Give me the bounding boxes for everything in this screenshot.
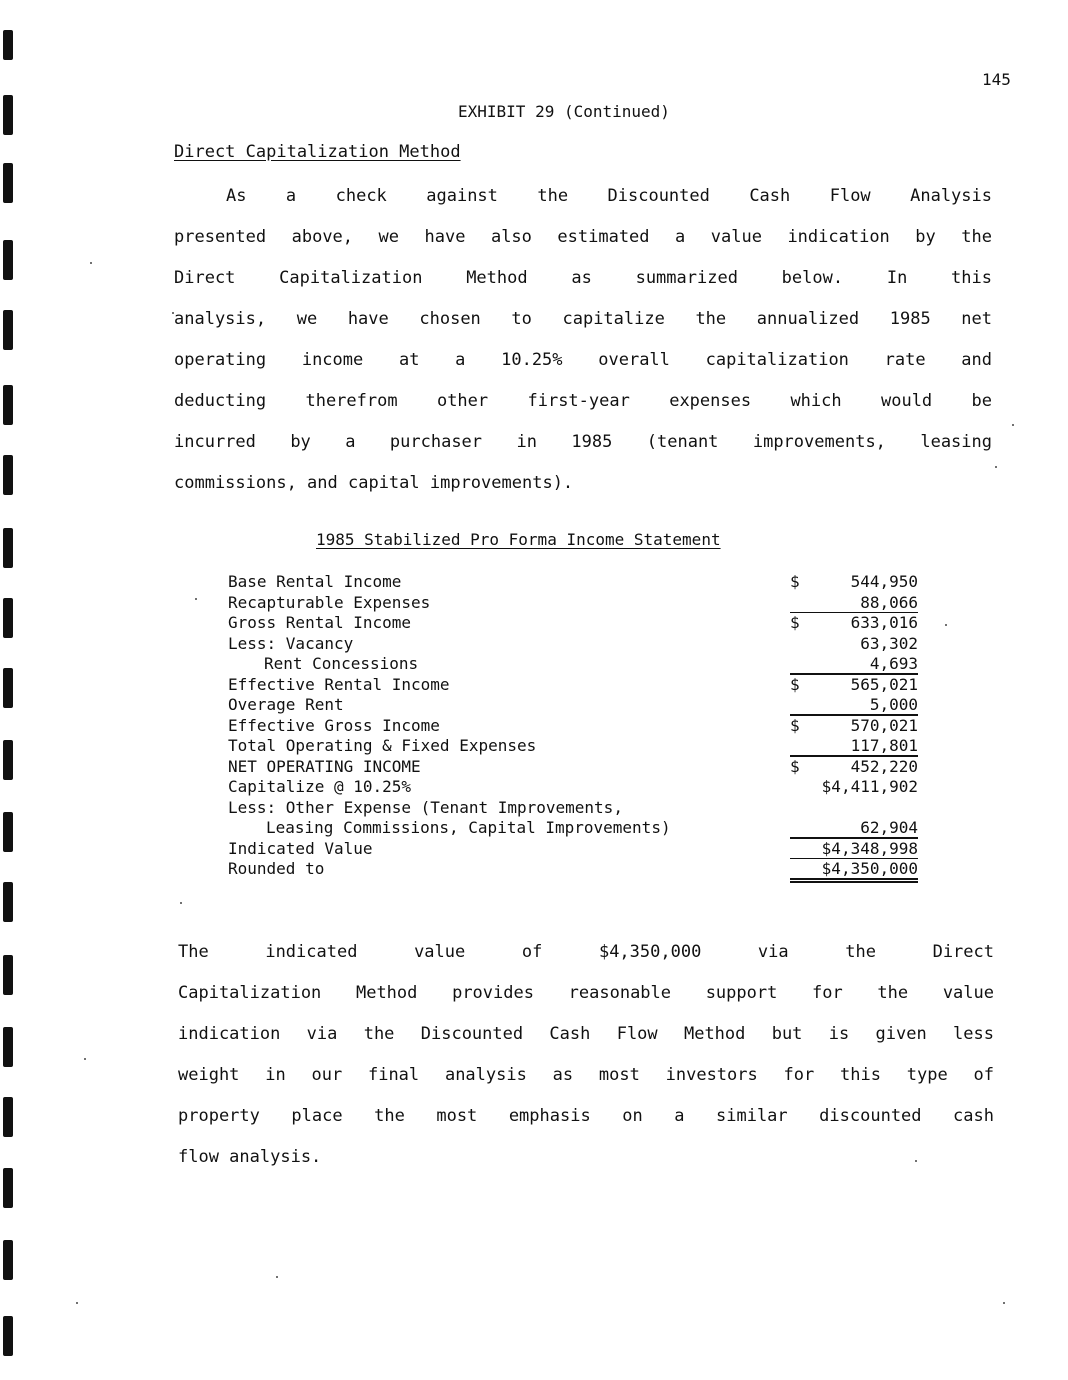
binding-mark — [3, 310, 13, 350]
binding-mark — [3, 163, 13, 203]
row-value: 544,950 — [850, 572, 918, 591]
statement-row — [228, 716, 918, 737]
binding-mark — [3, 240, 13, 280]
paragraph-line: flow analysis. — [178, 1147, 322, 1167]
binding-mark — [3, 30, 13, 60]
scan-speck — [84, 1058, 86, 1060]
double-total-rule — [790, 881, 918, 883]
page-number: 145 — [982, 70, 1011, 89]
row-value: 63,302 — [860, 633, 918, 653]
binding-mark — [3, 455, 13, 495]
scan-speck — [76, 1302, 78, 1304]
paragraph-line: operating income at a 10.25% overall capitalization rate and — [174, 350, 992, 370]
binding-mark — [3, 1027, 13, 1067]
row-label: Overage Rent — [228, 695, 344, 714]
statement-row — [228, 613, 918, 634]
dollar-sign: $ — [790, 715, 800, 735]
binding-mark — [3, 882, 13, 922]
scan-speck — [995, 466, 997, 468]
statement-row — [228, 593, 918, 614]
row-label: NET OPERATING INCOME — [228, 756, 421, 776]
exhibit-title: EXHIBIT 29 (Continued) — [458, 102, 670, 121]
row-label: Capitalize @ 10.25% — [228, 777, 412, 796]
row-value: 565,021 — [850, 674, 918, 694]
dollar-sign: $ — [790, 674, 800, 694]
row-label: Less: Vacancy — [228, 633, 354, 653]
row-value: 633,016 — [850, 613, 918, 632]
row-value: 88,066 — [860, 592, 918, 612]
paragraph-line: As a check against the Discounted Cash Flow Analysis — [226, 186, 992, 206]
statement-row — [228, 818, 918, 839]
paragraph-line: Capitalization Method provides reasonable support for the value — [178, 983, 994, 1003]
binding-mark — [3, 955, 13, 995]
statement-title: 1985 Stabilized Pro Forma Income Statement — [316, 530, 721, 549]
statement-row — [228, 777, 918, 798]
scan-speck — [90, 262, 92, 264]
row-label: Base Rental Income — [228, 572, 402, 591]
row-label: Total Operating & Fixed Expenses — [228, 736, 537, 755]
statement-row — [228, 572, 918, 593]
dollar-sign: $ — [790, 613, 800, 632]
income-statement-table — [228, 572, 918, 880]
row-value: $4,411,902 — [821, 777, 918, 796]
paragraph-line: deducting therefrom other first-year expenses which would be — [174, 391, 992, 411]
binding-mark — [3, 385, 13, 425]
total-rule — [790, 878, 918, 880]
binding-mark — [3, 598, 13, 638]
statement-row — [228, 798, 918, 819]
row-value: 62,904 — [860, 818, 918, 837]
statement-row — [228, 859, 918, 880]
statement-row — [228, 675, 918, 696]
binding-mark — [3, 1097, 13, 1137]
scan-speck — [1003, 1302, 1005, 1304]
row-value: 4,693 — [869, 654, 918, 673]
conclusion-paragraph — [178, 932, 994, 1178]
row-label: Leasing Commissions, Capital Improvements) — [266, 818, 671, 837]
scan-speck — [915, 1160, 917, 1162]
row-value: 452,220 — [850, 756, 918, 776]
scan-speck — [195, 598, 197, 600]
paragraph-line: presented above, we have also estimated a value indication by the — [174, 227, 992, 247]
binding-mark — [3, 95, 13, 135]
paragraph-line: The indicated value of $4,350,000 via the Direct — [178, 942, 994, 962]
statement-row — [228, 634, 918, 655]
dollar-sign: $ — [790, 572, 800, 591]
statement-row — [228, 695, 918, 716]
binding-mark — [3, 668, 13, 708]
row-label: Effective Rental Income — [228, 674, 450, 694]
binding-hole-marks — [0, 0, 20, 1380]
row-value: $4,350,000 — [821, 859, 918, 878]
paragraph-line: Direct Capitalization Method as summarized below. In this — [174, 268, 992, 288]
binding-mark — [3, 528, 13, 568]
row-label: Indicated Value — [228, 838, 373, 858]
statement-row — [228, 757, 918, 778]
row-value: 117,801 — [850, 736, 918, 755]
binding-mark — [3, 740, 13, 780]
binding-mark — [3, 1240, 13, 1280]
statement-row — [228, 839, 918, 860]
paragraph-line: indication via the Discounted Cash Flow Method but is given less — [178, 1024, 994, 1044]
row-label: Gross Rental Income — [228, 613, 412, 632]
paragraph-line: commissions, and capital improvements). — [174, 473, 574, 493]
row-label: Effective Gross Income — [228, 715, 440, 735]
row-label: Rounded to — [228, 859, 325, 878]
row-value: 5,000 — [869, 695, 918, 714]
binding-mark — [3, 1168, 13, 1208]
section-heading: Direct Capitalization Method — [174, 142, 461, 162]
scan-speck — [172, 312, 174, 314]
scan-speck — [180, 902, 182, 904]
statement-row — [228, 736, 918, 757]
scan-speck — [945, 624, 947, 626]
binding-mark — [3, 1316, 13, 1356]
scan-speck — [1012, 424, 1014, 426]
row-value: $4,348,998 — [821, 838, 918, 858]
paragraph-line: property place the most emphasis on a similar discounted cash — [178, 1106, 994, 1126]
scan-speck — [276, 1276, 278, 1278]
row-label: Less: Other Expense (Tenant Improvements, — [228, 797, 623, 817]
paragraph-line: incurred by a purchaser in 1985 (tenant improvements, leasing — [174, 432, 992, 452]
intro-paragraph — [174, 176, 992, 504]
binding-mark — [3, 812, 13, 852]
statement-row — [228, 654, 918, 675]
dollar-sign: $ — [790, 756, 800, 776]
row-label: Rent Concessions — [264, 654, 419, 673]
paragraph-line: weight in our final analysis as most investors for this type of — [178, 1065, 994, 1085]
paragraph-line: analysis, we have chosen to capitalize the annualized 1985 net — [174, 309, 992, 329]
row-label: Recapturable Expenses — [228, 592, 431, 612]
row-value: 570,021 — [850, 715, 918, 735]
